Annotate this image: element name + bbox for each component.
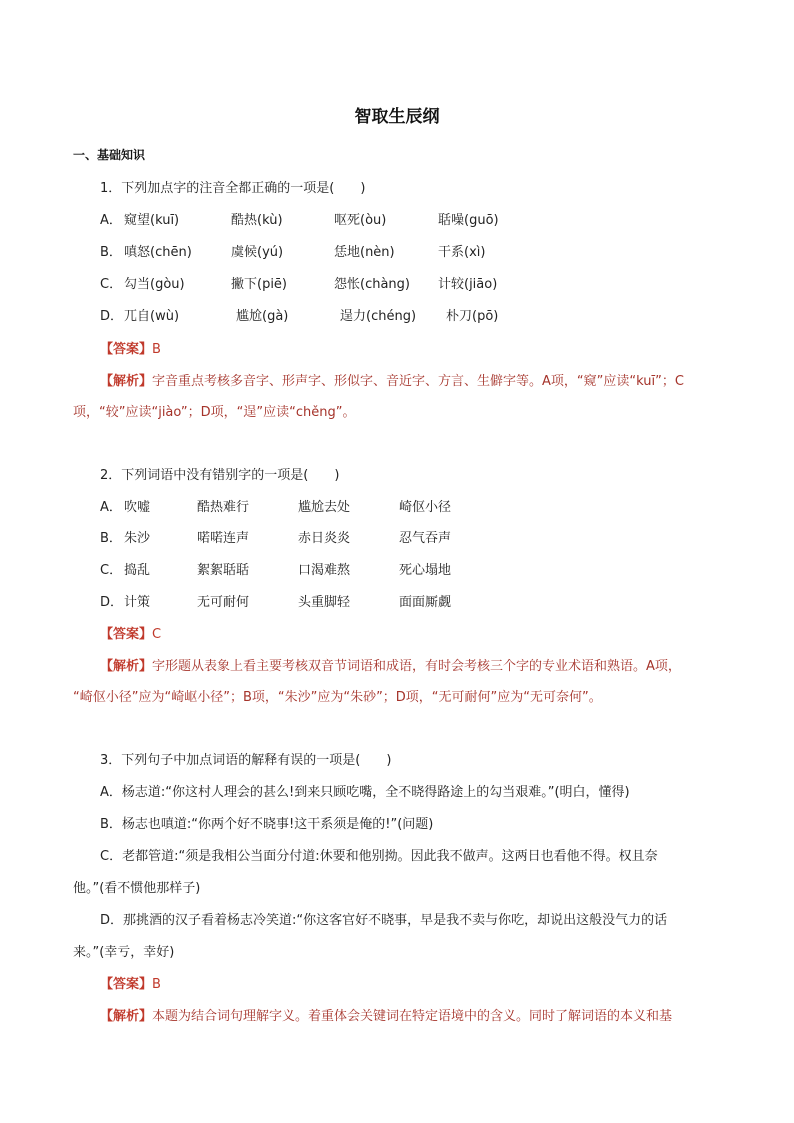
q3-option-a: A．杨志道:“你这村人理会的甚么!到来只顾吃嘴，全不晓得路途上的勾当艰难。”(明白，懂得) xyxy=(100,785,630,800)
q3-option-d-cont: 来。”(幸亏，幸好) xyxy=(73,945,175,960)
q1-explanation xyxy=(100,370,684,389)
q2-option-item: 死心塌地 xyxy=(399,563,452,578)
q2-option-item: 絮絮聒聒 xyxy=(197,563,250,578)
q2-option-item: 头重脚轻 xyxy=(298,595,351,610)
q3-stem: 3．下列句子中加点词语的解释有误的一项是( ) xyxy=(100,753,392,768)
q2-explanation-text: 字形题从表象上看主要考核双音节词语和成语，有时会考核三个字的专业术语和熟语。A项， xyxy=(152,659,681,674)
q3-option-c: C．老都管道:“须是我相公当面分付道:休要和他别拗。因此我不做声。这两日也看他不得。权且奈 xyxy=(100,849,658,864)
answer-tag: 【答案】 xyxy=(100,977,153,992)
q1-option-item: 兀自(wù) xyxy=(124,309,180,324)
q1-option-item: 呕死(òu) xyxy=(334,213,387,228)
q3-option-b: B．杨志也嗔道:“你两个好不晓事!这干系须是俺的!”(问题) xyxy=(100,817,434,832)
q3-answer-value: B xyxy=(152,977,161,992)
q1-answer-value: B xyxy=(152,342,161,357)
answer-tag: 【答案】 xyxy=(100,627,153,642)
q2-option-item: 口渴难熬 xyxy=(298,563,351,578)
q2-option-item: 捣乱 xyxy=(124,563,151,578)
q1-explanation-text: 字音重点考核多音字、形声字、形似字、音近字、方言、生僻字等。A项，“窥”应读“kuī”；C xyxy=(152,374,684,389)
q2-option-label: D． xyxy=(100,595,124,610)
q1-stem: 1．下列加点字的注音全都正确的一项是( ) xyxy=(100,181,366,196)
q1-answer xyxy=(100,338,161,357)
q2-option-item: 忍气吞声 xyxy=(399,531,452,546)
explanation-tag: 【解析】 xyxy=(100,659,153,674)
q3-answer xyxy=(100,973,161,992)
q1-option-item: 干系(xì) xyxy=(438,245,486,260)
q1-option-item: 朴刀(pō) xyxy=(446,309,499,324)
q1-option-label: D． xyxy=(100,309,124,324)
q2-option-item: 崎伛小径 xyxy=(399,500,452,515)
q2-option-item: 尴尬去处 xyxy=(298,500,351,515)
q1-option-item: 计较(jiāo) xyxy=(438,277,498,292)
answer-tag: 【答案】 xyxy=(100,342,153,357)
q3-option-d: D．那挑酒的汉子看着杨志冷笑道:“你这客官好不晓事，早是我不卖与你吃，却说出这般没气力的话 xyxy=(100,913,668,928)
section-heading: 一、基础知识 xyxy=(73,148,146,162)
q2-option-item: 吹嘘 xyxy=(124,500,151,515)
q2-option-item: 喏喏连声 xyxy=(197,531,250,546)
q1-option-item: 聒噪(guō) xyxy=(438,213,499,228)
q2-option-label: A． xyxy=(100,500,122,515)
q2-option-label: C． xyxy=(100,563,123,578)
q1-explanation-cont: 项，“较”应读“jiào”；D项，“逞”应读“chěng”。 xyxy=(73,405,356,420)
q2-explanation xyxy=(100,655,681,674)
q1-option-item: 嗔怒(chēn) xyxy=(124,245,192,260)
q3-explanation-text: 本题为结合词句理解字义。着重体会关键词在特定语境中的含义。同时了解词语的本义和基 xyxy=(152,1009,673,1024)
q2-option-item: 面面厮觑 xyxy=(399,595,452,610)
q3-explanation xyxy=(100,1005,672,1024)
q2-option-item: 赤日炎炎 xyxy=(298,531,351,546)
q2-option-item: 朱沙 xyxy=(124,531,151,546)
q2-stem: 2．下列词语中没有错别字的一项是( ) xyxy=(100,468,340,483)
q1-option-item: 恁地(nèn) xyxy=(334,245,395,260)
q1-option-item: 勾当(gòu) xyxy=(124,277,185,292)
q1-option-item: 尴尬(gà) xyxy=(236,309,289,324)
explanation-tag: 【解析】 xyxy=(100,1009,153,1024)
q2-option-item: 无可耐何 xyxy=(197,595,250,610)
q1-option-item: 怨怅(chàng) xyxy=(334,277,410,292)
q1-option-item: 虞候(yú) xyxy=(231,245,284,260)
q2-answer-value: C xyxy=(152,627,162,642)
q1-option-label: A． xyxy=(100,213,122,228)
explanation-tag: 【解析】 xyxy=(100,374,153,389)
q2-explanation-cont: “崎伛小径”应为“崎岖小径”；B项，“朱沙”应为“朱砂”；D项，“无可耐何”应为“无可奈何”。 xyxy=(73,690,602,705)
q2-answer xyxy=(100,623,161,642)
q1-option-label: C． xyxy=(100,277,123,292)
q1-option-item: 撇下(piē) xyxy=(231,277,288,292)
q2-option-label: B． xyxy=(100,531,122,546)
q3-option-c-cont: 他。”(看不惯他那样子) xyxy=(73,881,201,896)
page-title: 智取生辰纲 xyxy=(354,107,440,127)
q1-option-item: 逞力(chéng) xyxy=(340,309,417,324)
q1-option-item: 酷热(kù) xyxy=(231,213,283,228)
q1-option-item: 窥望(kuī) xyxy=(124,213,180,228)
q2-option-item: 计策 xyxy=(124,595,151,610)
q2-option-item: 酷热难行 xyxy=(197,500,250,515)
q1-option-label: B． xyxy=(100,245,122,260)
